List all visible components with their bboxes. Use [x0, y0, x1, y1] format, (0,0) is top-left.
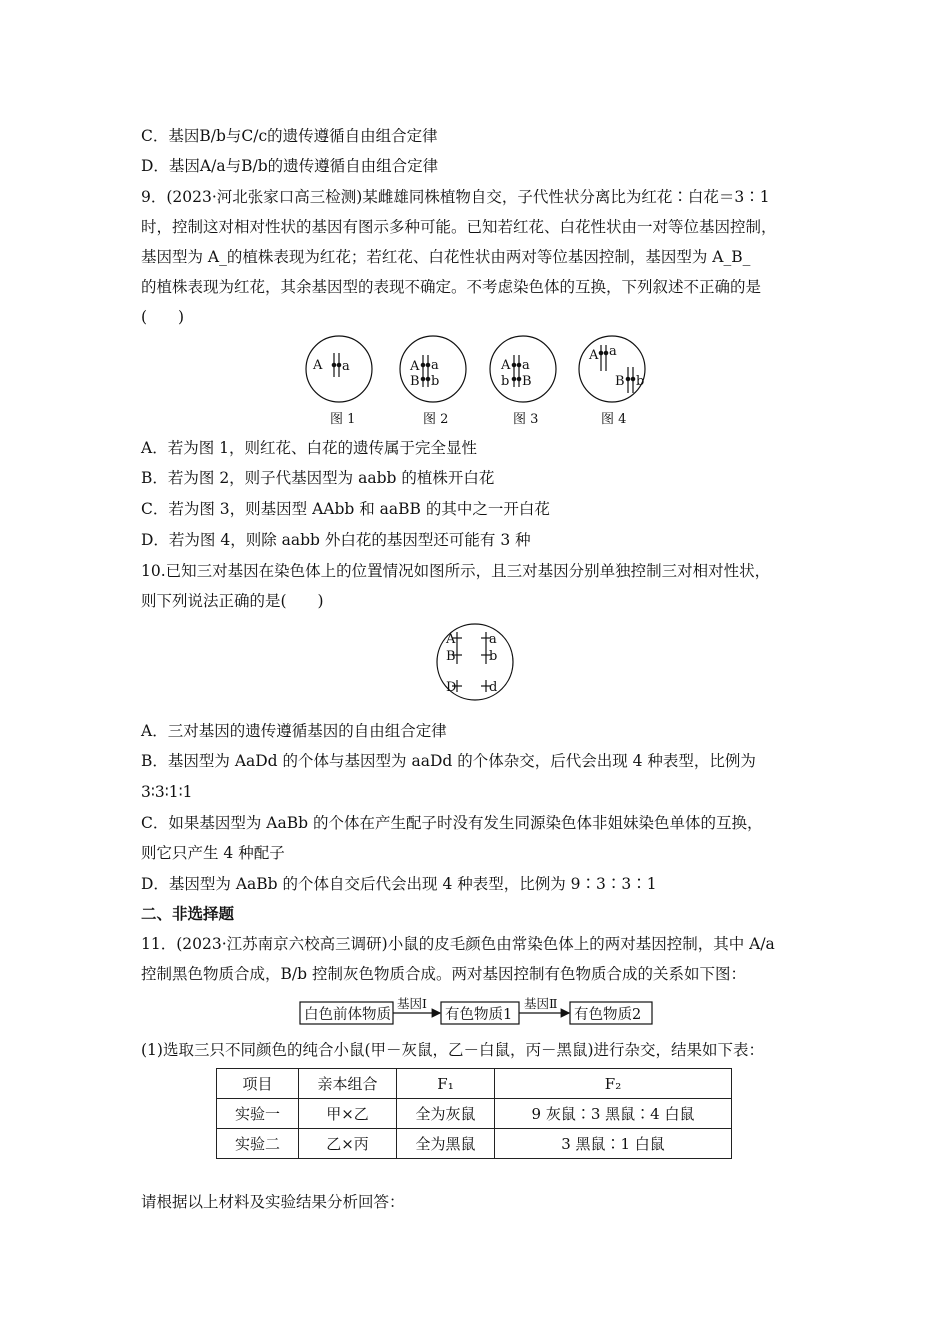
figure-2	[400, 336, 466, 427]
q9-answer-bracket: ( )	[141, 308, 185, 326]
fig2-gene-B: B	[410, 374, 420, 389]
q10-gene-A: A	[446, 632, 456, 647]
q10-gene-a: a	[489, 632, 497, 647]
q10-gene-b: b	[489, 649, 498, 664]
q8-option-d: D．基因A/a与B/b的遗传遵循自由组合定律	[141, 157, 439, 175]
fig3-gene-b: b	[501, 374, 510, 389]
table-cell: 3 黑鼠∶1 白鼠	[495, 1129, 732, 1159]
q11-closing-prompt: 请根据以上材料及实验结果分析回答：	[141, 1193, 405, 1211]
q9-option-c: C．若为图 3，则基因型 AAbb 和 aaBB 的其中之一开白花	[141, 500, 550, 518]
q10-option-c-line-2: 则它只产生 4 种配子	[141, 844, 285, 862]
table-header-cell: F₁	[397, 1069, 495, 1099]
figure-3	[490, 336, 556, 427]
q9-option-d: D．若为图 4，则除 aabb 外白花的基因型还可能有 3 种	[141, 531, 531, 549]
pathway-arrow-1-label: 基因Ⅰ	[397, 996, 427, 1011]
fig4-caption: 图 4	[601, 412, 627, 427]
figure-4	[579, 336, 645, 427]
table-cell: 乙×丙	[299, 1129, 397, 1159]
q9-stem-line-1: 9．(2023·河北张家口高三检测)某雌雄同株植物自交，子代性状分离比为红花∶白花＝3∶1	[141, 188, 770, 206]
fig4-gene-A: A	[589, 348, 599, 363]
q10-gene-D: D	[446, 680, 457, 695]
q10-option-a: A．三对基因的遗传遵循基因的自由组合定律	[141, 722, 447, 740]
fig3-caption: 图 3	[513, 412, 539, 427]
fig1-gene-a: a	[342, 359, 350, 374]
results-table	[216, 1068, 732, 1159]
table-cell: 实验一	[217, 1099, 299, 1129]
q9-option-a: A．若为图 1，则红花、白花的遗传属于完全显性	[141, 439, 477, 457]
q11-sub-question-1: (1)选取三只不同颜色的纯合小鼠(甲－灰鼠，乙－白鼠，丙－黑鼠)进行杂交，结果如下表：	[141, 1041, 765, 1059]
q10-option-b-line-1: B．基因型为 AaDd 的个体与基因型为 aaDd 的个体杂交，后代会出现 4 种表型，比例为	[141, 752, 756, 770]
q9-stem-line-4: 的植株表现为红花，其余基因型的表现不确定。不考虑染色体的互换，下列叙述不正确的是	[141, 278, 762, 296]
table-cell: 全为灰鼠	[397, 1099, 495, 1129]
q10-option-b-line-2: 3∶3∶1∶1	[141, 783, 193, 801]
q10-chromosome-figure	[430, 622, 520, 702]
q8-option-c: C．基因B/b与C/c的遗传遵循自由组合定律	[141, 127, 438, 145]
fig1-gene-A: A	[313, 358, 323, 373]
table-header-cell: 项目	[217, 1069, 299, 1099]
q10-stem-line-2: 则下列说法正确的是( )	[141, 592, 324, 610]
section-heading: 二、非选择题	[141, 904, 235, 923]
table-row	[217, 1099, 732, 1129]
fig3-gene-B: B	[522, 374, 532, 389]
q10-option-d: D．基因型为 AaBb 的个体自交后代会出现 4 种表型，比例为 9∶3∶3∶1	[141, 875, 657, 893]
figure-1	[306, 336, 372, 427]
fig3-gene-A: A	[501, 358, 511, 373]
pathway-box-3-label: 有色物质2	[574, 1007, 642, 1023]
table-header-row	[217, 1069, 732, 1099]
q9-chromosome-figures	[290, 335, 660, 430]
table-cell: 实验二	[217, 1129, 299, 1159]
q11-pathway-diagram	[297, 995, 657, 1027]
fig2-gene-A: A	[410, 359, 420, 374]
q9-stem-line-3: 基因型为 A_的植株表现为红花；若红花、白花性状由两对等位基因控制，基因型为 A_B_	[141, 248, 751, 266]
fig4-gene-a: a	[609, 344, 617, 359]
q11-stem-line-2: 控制黑色物质合成，B/b 控制灰色物质合成。两对基因控制有色物质合成的关系如下图：	[141, 965, 746, 983]
q10-gene-B: B	[446, 649, 456, 664]
q11-stem-line-1: 11．(2023·江苏南京六校高三调研)小鼠的皮毛颜色由常染色体上的两对基因控制，其中 A/a	[141, 935, 775, 953]
q10-gene-d: d	[489, 680, 498, 695]
table-row	[217, 1129, 732, 1159]
pathway-box-1-label: 白色前体物质	[304, 1007, 391, 1023]
table-cell: 甲×乙	[299, 1099, 397, 1129]
fig4-gene-B: B	[615, 374, 625, 389]
fig3-gene-a: a	[522, 358, 530, 373]
table-cell: 全为黑鼠	[397, 1129, 495, 1159]
fig1-caption: 图 1	[330, 412, 356, 427]
pathway-arrow-2-label: 基因Ⅱ	[524, 996, 558, 1011]
q10-option-c-line-1: C．如果基因型为 AaBb 的个体在产生配子时没有发生同源染色体非姐妹染色单体的互换，	[141, 814, 763, 832]
fig2-gene-b: b	[431, 374, 440, 389]
pathway-box-2-label: 有色物质1	[445, 1007, 513, 1023]
table-header-cell: 亲本组合	[299, 1069, 397, 1099]
q9-stem-line-2: 时，控制这对相对性状的基因有图示多种可能。已知若红花、白花性状由一对等位基因控制，	[141, 218, 777, 236]
table-cell: 9 灰鼠∶3 黑鼠∶4 白鼠	[495, 1099, 732, 1129]
fig4-gene-b: b	[636, 374, 645, 389]
fig2-caption: 图 2	[423, 412, 449, 427]
q9-option-b: B．若为图 2，则子代基因型为 aabb 的植株开白花	[141, 469, 495, 487]
table-header-cell: F₂	[495, 1069, 732, 1099]
q10-stem-line-1: 10.已知三对基因在染色体上的位置情况如图所示，且三对基因分别单独控制三对相对性状，	[141, 562, 771, 580]
fig2-gene-a: a	[431, 358, 439, 373]
